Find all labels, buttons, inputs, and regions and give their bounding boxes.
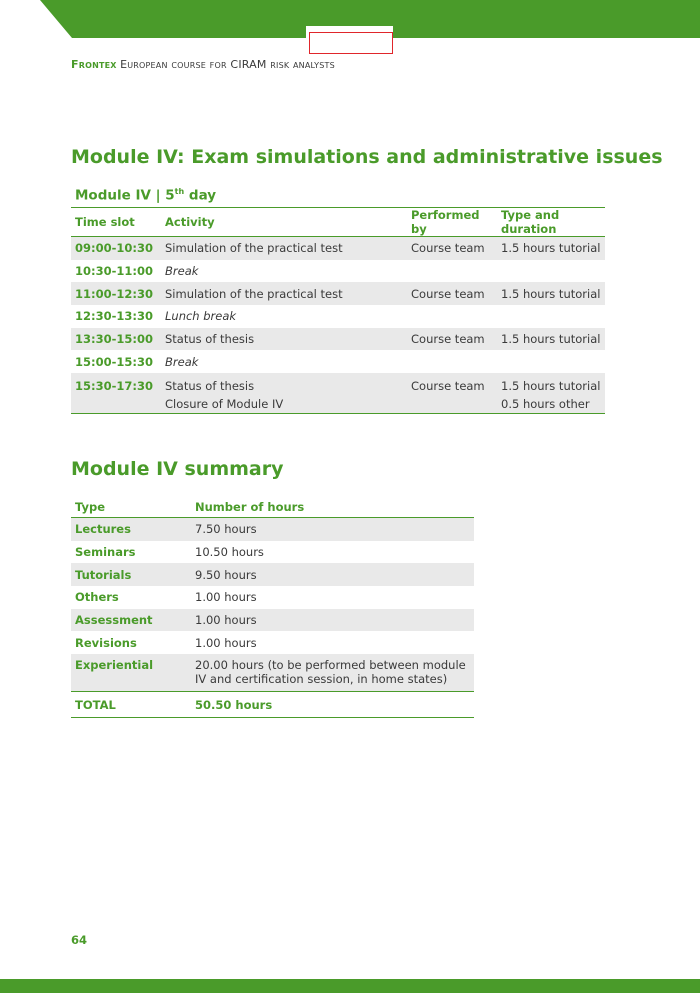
activity-line: Closure of Module IV — [165, 397, 284, 412]
total-label: TOTAL — [71, 692, 191, 718]
activity: Status of thesis — [161, 328, 407, 351]
table-row — [71, 305, 605, 328]
performed-by — [407, 350, 497, 373]
summary-table — [71, 496, 474, 718]
performed-by — [407, 305, 497, 328]
schedule-table — [71, 184, 605, 414]
time-slot: 12:30-13:30 — [75, 309, 153, 324]
page-number: 64 — [71, 933, 88, 947]
column-header: Activity — [161, 208, 407, 237]
section-title: Module IV: Exam simulations and administrative issues — [71, 146, 663, 168]
hour-count: 1.00 hours — [191, 609, 474, 632]
column-header: Number of hours — [191, 496, 474, 518]
table-row — [71, 237, 605, 260]
time-slot: 10:30-11:00 — [75, 264, 153, 279]
column-header: Type and duration — [497, 208, 605, 237]
table-row — [71, 609, 474, 632]
header-brand: Frontex — [71, 58, 117, 71]
table-row — [71, 373, 605, 414]
hour-type: Assessment — [71, 609, 191, 632]
type-duration — [497, 305, 605, 328]
hour-type: Revisions — [75, 635, 137, 650]
top-corner-notch — [0, 0, 72, 38]
bottom-green-band — [0, 979, 700, 993]
activity — [161, 373, 407, 414]
hour-type: Seminars — [75, 545, 136, 560]
table-row — [71, 586, 474, 609]
activity: Simulation of the practical test — [161, 282, 407, 305]
hour-count: 20.00 hours (to be performed between module IV and certification session, in home states) — [191, 654, 474, 692]
hour-count: 7.50 hours — [191, 518, 474, 541]
running-header — [71, 58, 335, 71]
table-row — [71, 518, 474, 541]
hour-type: Experiential — [71, 654, 191, 692]
performed-by: Course team — [407, 282, 497, 305]
column-header: Time slot — [71, 208, 161, 237]
table-row — [71, 563, 474, 586]
total-value: 50.50 hours — [191, 692, 474, 718]
table-row — [71, 260, 605, 283]
time-slot: 15:30-17:30 — [71, 373, 161, 414]
table-row — [71, 631, 474, 654]
table-header-row — [71, 208, 605, 237]
hour-count: 10.50 hours — [195, 545, 264, 560]
table-row — [71, 350, 605, 373]
type-duration — [497, 260, 605, 283]
table-caption-row — [71, 184, 605, 208]
hour-count: 9.50 hours — [191, 563, 474, 586]
type-duration — [497, 373, 605, 414]
hour-count: 1.00 hours — [195, 590, 257, 605]
hour-type: Others — [75, 590, 119, 605]
type-duration — [497, 350, 605, 373]
performed-by: Course team — [407, 328, 497, 351]
table-header-row — [71, 496, 474, 518]
table-row — [71, 654, 474, 692]
performed-by: Course team — [407, 373, 497, 414]
hour-count: 1.00 hours — [195, 635, 257, 650]
column-header: Performed by — [407, 208, 497, 237]
activity: Break — [165, 264, 199, 279]
table-row — [71, 328, 605, 351]
time-slot: 15:00-15:30 — [75, 354, 153, 369]
activity: Break — [165, 354, 199, 369]
header-subtitle: European course for CIRAM risk analysts — [120, 58, 335, 71]
activity: Simulation of the practical test — [161, 237, 407, 260]
type-duration: 1.5 hours tutorial — [497, 237, 605, 260]
performed-by — [407, 260, 497, 283]
activity-line: Status of thesis — [165, 379, 255, 394]
time-slot: 09:00-10:30 — [71, 237, 161, 260]
time-slot: 11:00-12:30 — [71, 282, 161, 305]
performed-by: Course team — [407, 237, 497, 260]
time-slot: 13:30-15:00 — [71, 328, 161, 351]
duration-line: 0.5 hours other — [501, 397, 590, 412]
hour-type: Lectures — [71, 518, 191, 541]
column-header: Type — [71, 496, 191, 518]
table-row — [71, 541, 474, 564]
type-duration: 1.5 hours tutorial — [497, 328, 605, 351]
hour-type: Tutorials — [71, 563, 191, 586]
table-caption: Module IV | 5th day — [71, 184, 605, 208]
duration-line: 1.5 hours tutorial — [501, 379, 601, 394]
type-duration: 1.5 hours tutorial — [497, 282, 605, 305]
highlight-box — [309, 32, 393, 54]
activity: Lunch break — [165, 309, 237, 324]
table-row — [71, 282, 605, 305]
summary-title: Module IV summary — [71, 458, 284, 480]
total-row — [71, 692, 474, 718]
